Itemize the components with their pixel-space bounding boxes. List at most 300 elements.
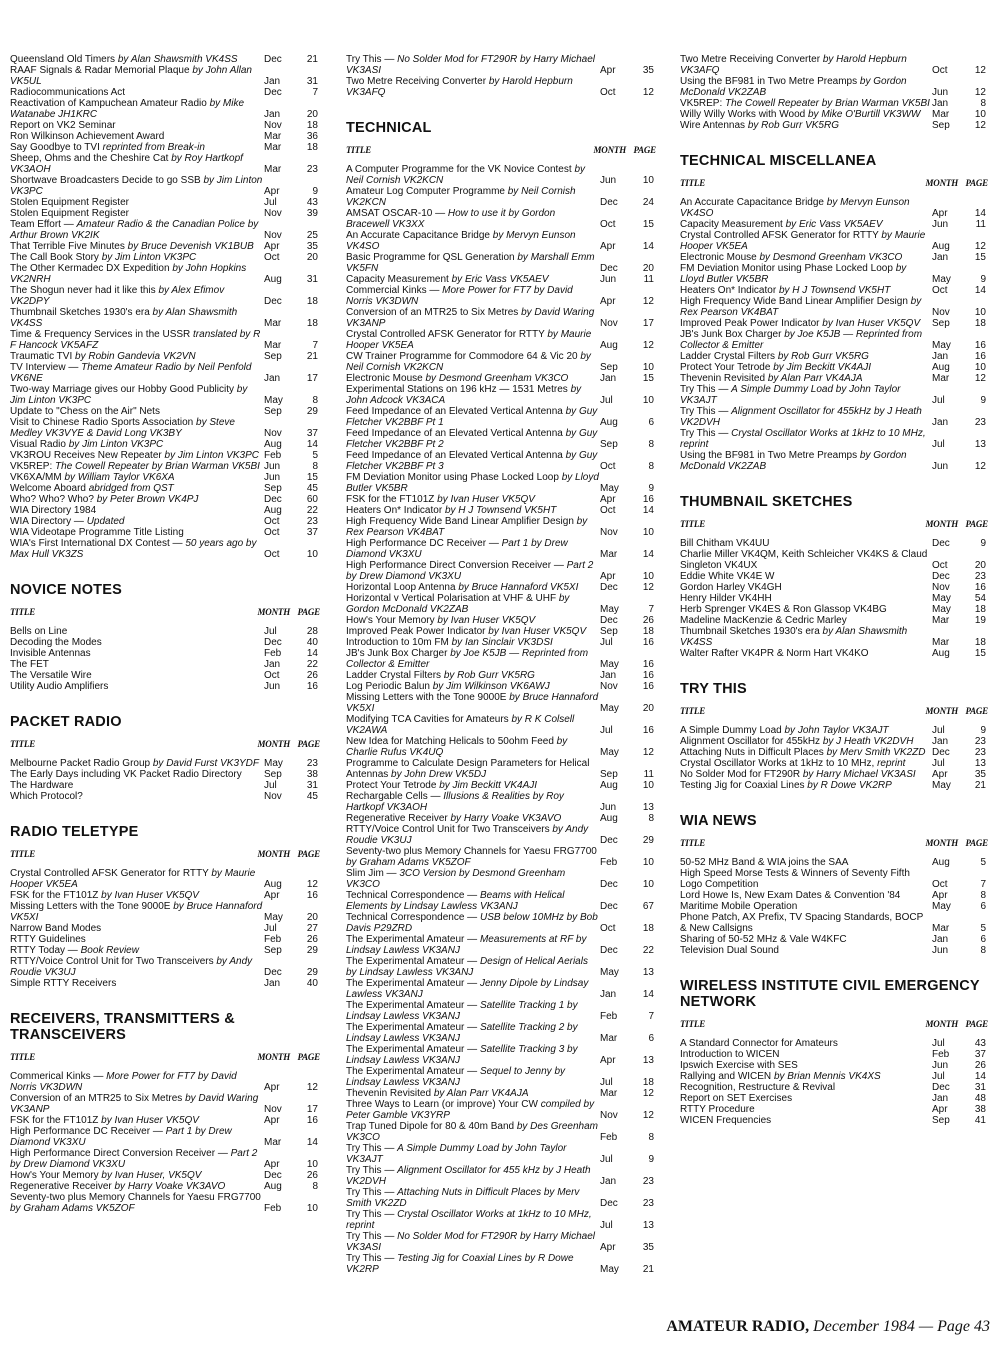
entry-page: 41 bbox=[974, 1115, 986, 1126]
entry-title-text: Using the BF981 in Two Metre Preamps bbox=[680, 450, 858, 461]
entry-page: 7 bbox=[980, 879, 986, 890]
entry-page: 14 bbox=[974, 1071, 986, 1082]
entry-month: Jul bbox=[932, 758, 945, 769]
index-entry bbox=[10, 538, 322, 560]
index-entry bbox=[10, 175, 322, 197]
entry-title bbox=[680, 373, 932, 384]
entry-author: More Power for FT7 by David Norris VK3DWN bbox=[346, 285, 573, 307]
entry-author: Satellite Tracking 3 by Lindsay Lawless VK3ANJ bbox=[346, 1044, 578, 1066]
entry-month: Apr bbox=[264, 1159, 280, 1170]
entry-author: Illusions & Realities by Roy Hartkopf VK3AOH bbox=[346, 791, 564, 813]
entry-title bbox=[680, 769, 932, 780]
index-entry bbox=[10, 472, 322, 483]
entry-author: by Robin Gandevia VK2VN bbox=[75, 351, 196, 362]
title-header: TITLE bbox=[680, 838, 705, 848]
entry-author: by Eric Vass VK5AEV bbox=[785, 219, 883, 230]
entry-page: 37 bbox=[306, 428, 318, 439]
entry-title-text: Electronic Mouse bbox=[346, 373, 423, 384]
entry-author: by Harold Hepburn VK3AFQ bbox=[680, 54, 907, 76]
entry-page: 15 bbox=[642, 373, 654, 384]
entry-title-text: Conversion of an MTR25 to Six Metres bbox=[346, 307, 519, 318]
entry-title-text: Traumatic TVI bbox=[10, 351, 73, 362]
page-header: PAGE bbox=[965, 178, 988, 188]
entry-title bbox=[346, 978, 600, 1000]
index-entry bbox=[346, 230, 658, 252]
index-entry bbox=[346, 252, 658, 274]
entry-title-text: RTTY Procedure bbox=[680, 1104, 755, 1115]
section-title: WIA NEWS bbox=[680, 813, 757, 829]
entry-page: 18 bbox=[974, 318, 986, 329]
entry-month: Jan bbox=[264, 76, 281, 87]
index-entry bbox=[680, 780, 990, 791]
entry-page: 10 bbox=[974, 362, 986, 373]
entry-month: Apr bbox=[600, 494, 616, 505]
index-entry bbox=[10, 681, 322, 692]
entry-author: by Maurie Hooper VK5EA bbox=[680, 230, 926, 252]
entry-month: Jun bbox=[264, 472, 281, 483]
entry-title bbox=[10, 868, 264, 890]
index-entry bbox=[680, 626, 990, 648]
entry-title bbox=[10, 791, 264, 802]
entry-title bbox=[680, 362, 932, 373]
entry-title-text: Try This — bbox=[346, 1209, 395, 1220]
entry-month: Dec bbox=[600, 582, 618, 593]
entry-title bbox=[10, 54, 264, 65]
entry-page: 16 bbox=[642, 494, 654, 505]
entry-title-text: The Other Kermadec DX Expedition bbox=[10, 263, 170, 274]
entry-title-text: Try This — bbox=[346, 1231, 395, 1242]
entry-title-text: Try This — bbox=[346, 1165, 395, 1176]
entry-author: 50 years ago by Max Hull VK3ZS bbox=[10, 538, 257, 560]
entry-month: Dec bbox=[932, 747, 950, 758]
entry-title bbox=[680, 857, 932, 868]
entry-title bbox=[680, 593, 932, 604]
entry-title-text: Radiocommunications Act bbox=[10, 87, 126, 98]
entry-author: Crystal Oscillator Works at 1kHz to 10 MHz, reprint bbox=[680, 428, 926, 450]
entry-page: 7 bbox=[648, 604, 654, 615]
index-entry bbox=[346, 813, 658, 824]
index-entry bbox=[346, 1066, 658, 1088]
entry-page: 21 bbox=[306, 351, 318, 362]
index-entry bbox=[346, 912, 658, 934]
entry-title bbox=[346, 472, 600, 494]
entry-page: 8 bbox=[312, 395, 318, 406]
entry-title-text: Horizontal v Vertical Polarisation at VHF & UHF bbox=[346, 593, 557, 604]
index-entry bbox=[680, 120, 990, 131]
entry-title bbox=[346, 516, 600, 538]
index-entry bbox=[10, 791, 322, 802]
title-header: TITLE bbox=[10, 607, 35, 617]
entry-page: 26 bbox=[306, 1170, 318, 1181]
page-header: PAGE bbox=[965, 838, 988, 848]
entry-title bbox=[680, 263, 932, 285]
entry-page: 20 bbox=[974, 560, 986, 571]
entry-author: by Marshall Emm VK5FN bbox=[346, 252, 595, 274]
entry-page: 8 bbox=[648, 1132, 654, 1143]
entry-title bbox=[680, 1049, 932, 1060]
entry-title-text: Shortwave Broadcasters Decide to go SSB bbox=[10, 175, 201, 186]
entry-month: May bbox=[932, 593, 951, 604]
entry-page: 13 bbox=[974, 439, 986, 450]
entry-title-text: Regenerative Receiver bbox=[10, 1181, 112, 1192]
section-title: THUMBNAIL SKETCHES bbox=[680, 494, 853, 510]
entry-page: 8 bbox=[980, 945, 986, 956]
entry-author: by Andy Roudie VK3UJ bbox=[10, 956, 253, 978]
entry-title-text: Stolen Equipment Register bbox=[10, 197, 129, 208]
entry-title bbox=[10, 670, 264, 681]
index-entry bbox=[10, 219, 322, 241]
entry-title-text: Report on VK2 Seminar bbox=[10, 120, 116, 131]
entry-month: Apr bbox=[932, 1104, 948, 1115]
entry-author: Theme Amateur Radio by Neil Penfold VK6NE bbox=[10, 362, 252, 384]
entry-author: by Jim Wilkinson VK6AWJ bbox=[432, 681, 550, 692]
entry-author: by Harry Michael VK3ASI bbox=[802, 769, 916, 780]
entry-title-text: Ipswich Exercise with SES bbox=[680, 1060, 798, 1071]
entry-title bbox=[10, 285, 264, 307]
entry-page: 6 bbox=[980, 934, 986, 945]
entry-month: Oct bbox=[932, 560, 948, 571]
index-entry bbox=[346, 54, 658, 76]
entry-title bbox=[680, 252, 932, 263]
index-entry bbox=[10, 417, 322, 439]
index-section bbox=[10, 1011, 322, 1214]
index-entry bbox=[10, 923, 322, 934]
index-entry bbox=[680, 351, 990, 362]
entry-author: by Guy Fletcher VK2BBF Pt 1 bbox=[346, 406, 598, 428]
entry-title-text: Report on SET Exercises bbox=[680, 1093, 793, 1104]
entry-page: 14 bbox=[642, 241, 654, 252]
entry-month: Jan bbox=[264, 978, 281, 989]
entry-title-text: Bells on Line bbox=[10, 626, 68, 637]
index-entry bbox=[346, 890, 658, 912]
column-header bbox=[680, 706, 990, 716]
entry-title bbox=[10, 1093, 264, 1115]
entry-page: 12 bbox=[974, 373, 986, 384]
entry-title-text: That Terrible Five Minutes bbox=[10, 241, 125, 252]
entry-title-text: Try This — bbox=[346, 1253, 395, 1264]
entry-author: by R Dowe VK2RP bbox=[807, 780, 892, 791]
index-continuation bbox=[346, 54, 658, 98]
index-continuation bbox=[680, 54, 990, 131]
entry-month: Aug bbox=[264, 1181, 282, 1192]
entry-title bbox=[346, 230, 600, 252]
index-entry bbox=[346, 1253, 658, 1275]
entry-title bbox=[10, 439, 264, 450]
entry-page: 13 bbox=[642, 1055, 654, 1066]
entry-title-text: The Call Book Story bbox=[10, 252, 99, 263]
entry-month: Dec bbox=[932, 538, 950, 549]
entry-title-text: Crystal Controlled AFSK Generator for RTTY bbox=[346, 329, 545, 340]
entry-page: 20 bbox=[306, 109, 318, 120]
entry-title-text: Two Metre Receiving Converter bbox=[680, 54, 821, 65]
month-header: MONTH bbox=[925, 706, 958, 716]
entry-author: Measurements at RF by Lindsay Lawless VK3ANJ bbox=[346, 934, 587, 956]
entry-title bbox=[10, 1148, 264, 1170]
entry-page: 24 bbox=[642, 197, 654, 208]
entry-page: 18 bbox=[974, 637, 986, 648]
entry-author: by John Allan VK5UL bbox=[10, 65, 252, 87]
column-header bbox=[10, 1052, 322, 1062]
entry-title bbox=[346, 384, 600, 406]
column-header bbox=[10, 739, 322, 749]
entry-title bbox=[680, 329, 932, 351]
entry-month: Jan bbox=[932, 252, 949, 263]
entry-author: by Jim Linton VK3PC bbox=[68, 439, 164, 450]
entry-title-text: Capacity Measurement bbox=[680, 219, 783, 230]
index-entry bbox=[346, 406, 658, 428]
entry-month: Jan bbox=[932, 934, 949, 945]
entry-title bbox=[346, 1231, 600, 1253]
entry-author: by Lloyd Butler VK5BR bbox=[346, 472, 599, 494]
index-entry bbox=[680, 406, 990, 428]
entry-title bbox=[346, 615, 600, 626]
entry-title-text: Phone Patch, AX Prefix, TV Spacing Standards, BOCP & New Callsigns bbox=[680, 912, 924, 934]
entry-title bbox=[346, 1209, 600, 1231]
entry-month: May bbox=[600, 747, 619, 758]
entry-month: Feb bbox=[600, 1132, 618, 1143]
entry-page: 22 bbox=[642, 945, 654, 956]
entry-author: by Gordon McDonald VK2ZAB bbox=[680, 450, 907, 472]
page-header: PAGE bbox=[297, 739, 320, 749]
entry-page: 10 bbox=[642, 571, 654, 582]
index-entry bbox=[10, 1071, 322, 1093]
index-entry bbox=[680, 329, 990, 351]
entry-month: Jul bbox=[932, 1038, 945, 1049]
entry-title bbox=[346, 76, 600, 98]
index-entry bbox=[680, 571, 990, 582]
entry-page: 5 bbox=[312, 450, 318, 461]
entry-title-text: Introduction to WICEN bbox=[680, 1049, 780, 1060]
entry-author: by John Taylor VK3AJT bbox=[784, 725, 889, 736]
page-header: PAGE bbox=[965, 706, 988, 716]
entry-author: by William Taylor VK6XA bbox=[64, 472, 175, 483]
entry-month: May bbox=[932, 901, 951, 912]
entry-month: Aug bbox=[264, 505, 282, 516]
entry-title bbox=[680, 318, 932, 329]
entry-title-text: Try This — bbox=[346, 54, 395, 65]
entry-author: by Alan Shawsmith VK4SS bbox=[117, 54, 238, 65]
entry-author: by Roy Hartkopf VK3AOH bbox=[10, 153, 243, 175]
entry-page: 16 bbox=[974, 582, 986, 593]
entry-page: 21 bbox=[306, 54, 318, 65]
entry-page: 28 bbox=[306, 626, 318, 637]
entry-title-text: JB's Junk Box Charger bbox=[680, 329, 782, 340]
entry-author: A Simple Dummy Load by John Taylor VK3AJT bbox=[680, 384, 901, 406]
index-entry bbox=[10, 626, 322, 637]
entry-month: Nov bbox=[264, 120, 282, 131]
index-entry bbox=[680, 318, 990, 329]
index-entry bbox=[346, 164, 658, 186]
index-entry bbox=[680, 263, 990, 285]
index-entry bbox=[10, 406, 322, 417]
entry-page: 67 bbox=[642, 901, 654, 912]
entry-title-text: Sharing of 50-52 MHz & Vale W4KFC bbox=[680, 934, 847, 945]
index-entry bbox=[10, 461, 322, 472]
entry-month: Jan bbox=[600, 989, 617, 1000]
month-header: MONTH bbox=[257, 1052, 290, 1062]
entry-title bbox=[346, 1000, 600, 1022]
index-section bbox=[680, 813, 990, 956]
entry-title bbox=[10, 175, 264, 197]
entry-author: by Mike O'Burtill VK3WW bbox=[807, 109, 921, 120]
entry-month: Aug bbox=[600, 780, 618, 791]
entry-month: Mar bbox=[932, 615, 950, 626]
entry-title-text: WIA's First International DX Contest — bbox=[10, 538, 183, 549]
index-entry bbox=[10, 659, 322, 670]
entry-title bbox=[10, 406, 264, 417]
entry-author: Design of Helical Aerials by Lindsay Lawless VK3ANJ bbox=[346, 956, 588, 978]
entry-title-text: Three Ways to Learn (or improve) Your CW bbox=[346, 1099, 538, 1110]
entry-title bbox=[346, 186, 600, 208]
entry-month: Nov bbox=[264, 428, 282, 439]
entry-page: 16 bbox=[974, 351, 986, 362]
entry-title-text: Log Periodic Balun bbox=[346, 681, 430, 692]
entry-page: 29 bbox=[642, 835, 654, 846]
entry-title-text: Bill Chitham VK4UU bbox=[680, 538, 770, 549]
index-entry bbox=[680, 109, 990, 120]
index-entry bbox=[10, 241, 322, 252]
title-header: TITLE bbox=[680, 1019, 705, 1029]
index-entry bbox=[680, 285, 990, 296]
entry-title-text: Capacity Measurement bbox=[346, 274, 449, 285]
entry-month: May bbox=[600, 483, 619, 494]
entry-month: Jun bbox=[932, 461, 949, 472]
entry-month: Jul bbox=[600, 637, 613, 648]
index-entry bbox=[10, 1181, 322, 1192]
entry-page: 10 bbox=[642, 780, 654, 791]
entry-title-text: Try This — bbox=[346, 1187, 395, 1198]
entry-month: Dec bbox=[600, 615, 618, 626]
entry-title bbox=[680, 758, 932, 769]
entry-page: 25 bbox=[306, 230, 318, 241]
entry-page: 15 bbox=[306, 472, 318, 483]
entry-author: by Merv Smith VK2ZD bbox=[826, 747, 926, 758]
entry-title-text: Feed Impedance of an Elevated Vertical Antenna bbox=[346, 450, 563, 461]
entry-title bbox=[10, 901, 264, 923]
entry-title bbox=[10, 241, 264, 252]
index-entry bbox=[680, 901, 990, 912]
entry-author: by Harry Voake VK3AVO bbox=[114, 1181, 226, 1192]
index-entry bbox=[346, 373, 658, 384]
entry-title bbox=[680, 98, 932, 109]
index-entry bbox=[346, 76, 658, 98]
page-header: PAGE bbox=[633, 145, 656, 155]
entry-title bbox=[10, 351, 264, 362]
entry-title bbox=[346, 637, 600, 648]
entry-title bbox=[10, 263, 264, 285]
index-continuation bbox=[10, 54, 322, 560]
index-entry bbox=[10, 120, 322, 131]
entry-title-text: Reactivation of Kampuchean Amateur Radio bbox=[10, 98, 207, 109]
entry-page: 10 bbox=[642, 857, 654, 868]
index-entry bbox=[680, 1038, 990, 1049]
index-entry bbox=[10, 263, 322, 285]
entry-title bbox=[680, 1038, 932, 1049]
index-column-2 bbox=[346, 54, 658, 1275]
entry-page: 23 bbox=[306, 164, 318, 175]
index-entry bbox=[10, 637, 322, 648]
index-entry bbox=[346, 428, 658, 450]
entry-page: 35 bbox=[974, 769, 986, 780]
entry-month: Jul bbox=[600, 1077, 613, 1088]
entry-month: Jul bbox=[932, 395, 945, 406]
entry-title bbox=[680, 912, 932, 934]
entry-page: 8 bbox=[312, 461, 318, 472]
index-entry bbox=[680, 54, 990, 76]
index-entry bbox=[346, 285, 658, 307]
entry-page: 31 bbox=[306, 76, 318, 87]
entry-title-text: JB's Junk Box Charger bbox=[346, 648, 448, 659]
entry-title-text: The Experimental Amateur — bbox=[346, 1000, 478, 1011]
entry-page: 16 bbox=[974, 340, 986, 351]
entry-page: 11 bbox=[643, 274, 654, 285]
entry-month: Jun bbox=[264, 681, 281, 692]
entry-title bbox=[10, 1170, 264, 1181]
entry-page: 18 bbox=[306, 142, 318, 153]
entry-month: Nov bbox=[932, 582, 950, 593]
entry-page: 12 bbox=[642, 1088, 654, 1099]
entry-title-text: A Standard Connector for Amateurs bbox=[680, 1038, 838, 1049]
entry-title-text: FM Deviation Monitor using Phase Locked Loop bbox=[346, 472, 559, 483]
entry-author: by Neil Cornish VK2KCN bbox=[346, 164, 585, 186]
entry-title bbox=[346, 1143, 600, 1165]
entry-month: Oct bbox=[932, 65, 948, 76]
entry-title bbox=[10, 362, 264, 384]
index-entry bbox=[10, 208, 322, 219]
entry-page: 14 bbox=[306, 439, 318, 450]
index-entry bbox=[10, 1192, 322, 1214]
index-entry bbox=[680, 362, 990, 373]
entry-title-text: Commerical Kinks — bbox=[10, 1071, 104, 1082]
index-entry bbox=[346, 846, 658, 868]
entry-title bbox=[346, 428, 600, 450]
entry-title bbox=[680, 780, 932, 791]
entry-page: 27 bbox=[306, 923, 318, 934]
entry-title bbox=[10, 197, 264, 208]
entry-page: 18 bbox=[642, 626, 654, 637]
entry-page: 8 bbox=[648, 813, 654, 824]
index-entry bbox=[10, 142, 322, 153]
index-entry bbox=[346, 494, 658, 505]
title-header: TITLE bbox=[346, 145, 371, 155]
entry-author: by Jim Beckitt VK4AJI bbox=[439, 780, 538, 791]
entry-title bbox=[680, 901, 932, 912]
entry-author: by Rex Pearson VK4BAT bbox=[680, 296, 922, 318]
entry-title-text: Narrow Band Modes bbox=[10, 923, 102, 934]
column-header bbox=[680, 1019, 990, 1029]
entry-title-text: Television Dual Sound bbox=[680, 945, 779, 956]
entry-month: Sep bbox=[264, 945, 282, 956]
entry-page: 16 bbox=[642, 659, 654, 670]
index-entry bbox=[10, 956, 322, 978]
entry-title bbox=[680, 285, 932, 296]
entry-page: 23 bbox=[974, 736, 986, 747]
index-entry bbox=[346, 626, 658, 637]
entry-page: 39 bbox=[306, 208, 318, 219]
entry-month: Mar bbox=[264, 142, 282, 153]
entry-title bbox=[346, 1187, 600, 1209]
entry-title bbox=[680, 736, 932, 747]
entry-month: Mar bbox=[932, 923, 950, 934]
index-entry bbox=[346, 1022, 658, 1044]
index-entry bbox=[10, 1115, 322, 1126]
entry-title bbox=[346, 593, 600, 615]
entry-page: 23 bbox=[974, 417, 986, 428]
title-header: TITLE bbox=[680, 178, 705, 188]
index-entry bbox=[346, 934, 658, 956]
entry-page: 21 bbox=[642, 1264, 654, 1275]
entry-month: Jan bbox=[264, 659, 281, 670]
